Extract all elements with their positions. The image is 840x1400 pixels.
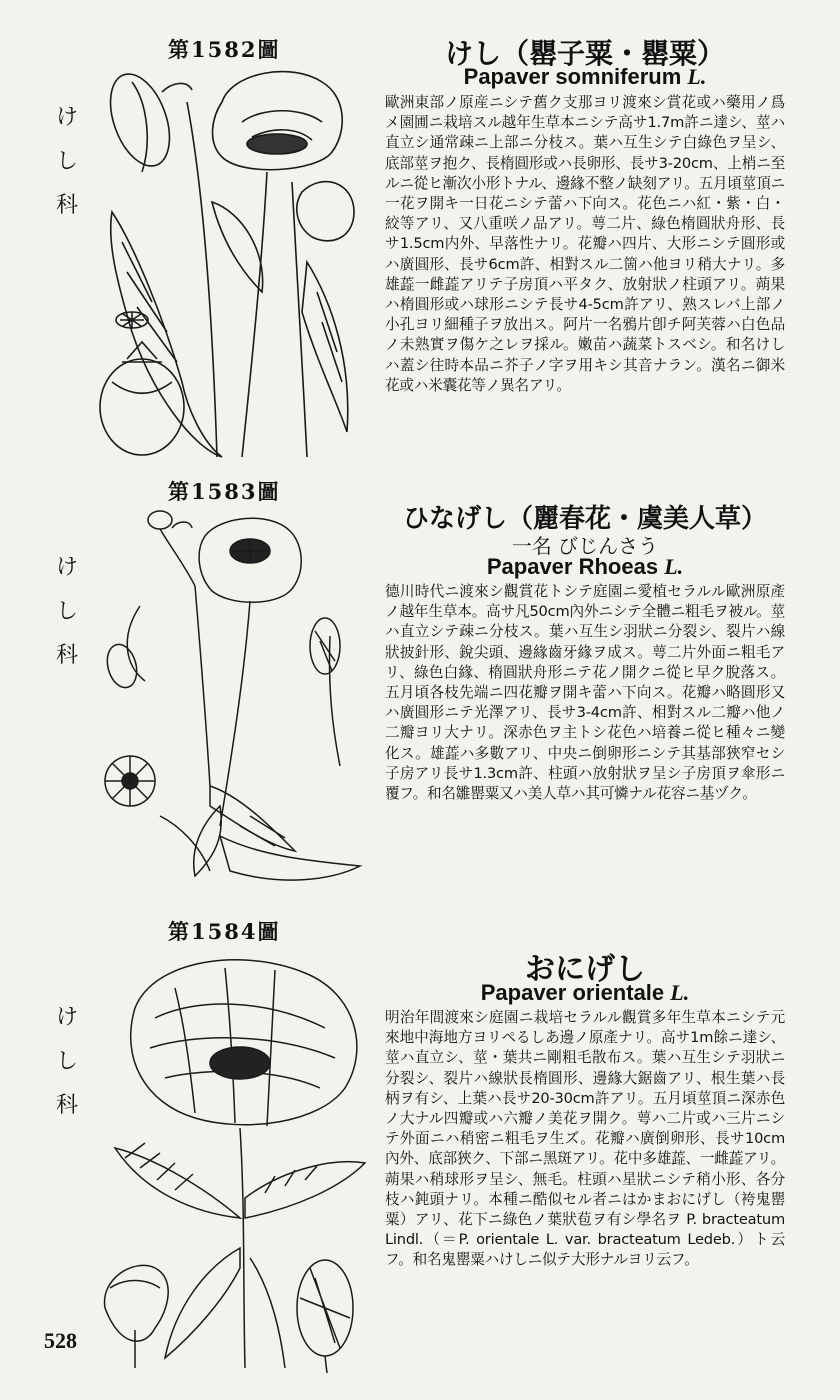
entry-papaver-orientale	[0, 910, 840, 1390]
family-char: し	[55, 599, 78, 624]
scientific-name-authority: L.	[670, 980, 690, 1005]
entry-description: 德川時代ニ渡來シ觀賞花トシテ庭園ニ愛植セラルル歐洲原產ノ越年生草本。高サ凡50cm內外ニシテ全體ニ粗毛ヲ被ル。莖ハ直立シテ疎ニ分枝ス。葉ハ互生シ羽狀ニ分裂シ、裂片ハ線狀披針形、銳尖頭、邊緣齒牙緣ヲ成ス。萼二片外面ニ粗毛アリ、綠色白緣、楕圓狀舟形ニテ花ノ開クニ從ヒ早ク脫落ス。五月頃各枝先端ニ四花瓣ヲ開キ蕾ハ下向ス。花瓣ハ略圓形又ハ廣圓形ニテ光澤アリ、長サ3-4cm許、相對スル二瓣ハ他ノ二瓣ヨリ大ナリ。深赤色ヲ主トシ花色ハ培養ニ從ヒ種々ニ變化ス。雄蕋ハ多數アリ、中央ニ倒卵形ニシテ其基部狹窄セシ子房アリ長サ1.3cm許、柱頭ハ放射狀ヲ呈シ子房頂ヲ傘形ニ覆フ。和名雛罌粟又ハ美人草ハ其可憐ナル花容ニ基ヅク。	[385, 583, 785, 803]
family-label	[52, 996, 82, 1128]
entry-papaver-somniferum	[0, 0, 840, 470]
family-char: し	[55, 1049, 78, 1074]
scientific-name	[385, 64, 785, 90]
entry-description: 歐洲東部ノ原産ニシテ舊ク支那ヨリ渡來シ賞花或ハ藥用ノ爲メ園圃ニ栽培スル越年生草本ニシテ高サ1.7m許ニ達シ、莖ハ直立シ通常疎ニ上部ニ分枝ス。葉ハ互生シテ白綠色ヲ呈シ、底部莖ヲ抱ク、長楕圓形或ハ長卵形、長サ3-20cm、上梢ニ至ルニ從ヒ漸次小形トナル、邊緣不整ノ缺刻アリ。五月頃莖頂ニ一花ヲ開キ一日花ニシテ蕾ハ下向ス。花色ニハ紅・紫・白・絞等アリ、又八重咲ノ品アリ。萼二片、綠色楕圓狀舟形、長サ1.5cm内外、早落性ナリ。花瓣ハ四片、大形ニシテ圓形或ハ廣圓形、長サ6cm許、相對スル二箇ハ他ヨリ稍大ナリ。多雄蕋一雌蕋アリテ子房頂ハ平タク、放射狀ノ柱頭アリ。蒴果ハ楕圓形或ハ球形ニシテ長サ4-5cm許アリ、熟スレバ上部ノ小孔ヨリ細種子ヲ放出ス。阿片一名鴉片卽チ阿芙蓉ハ白色品ノ未熟實ヲ傷ケ之レヲ採ル。嫩苗ハ蔬菜トスベシ。和名けしハ蓋シ往時本品ニ芥子ノ字ヲ用キシ其音ナラン。漢名ニ御米花或ハ米囊花等ノ異名アリ。	[385, 94, 785, 394]
illustration-opium-poppy	[92, 62, 362, 462]
entry-title: ひなげし（麗春花・虞美人草）	[402, 504, 767, 534]
entry-description: 明治年間渡來シ庭園ニ栽培セラルル觀賞多年生草本ニシテ元來地中海地方ヨリペるしあ邊ノ原產ナリ。高サ1m餘ニ達シ、莖ハ直立シ、莖・葉共ニ剛粗毛散布ス。葉ハ互生シテ羽狀ニ分裂シ、裂片ハ線狀長楕圓形、邊緣大鋸齒アリ、根生葉ハ長柄ヲ有シ、上葉ハ長サ20-30cm許アリ。五月頃莖頂ニ深赤色ノ大ナル四瓣或ハ六瓣ノ美花ヲ開ク。萼ハ二片或ハ三片ニシテ外面ニハ稍密ニ粗毛ヲ生ズ。花瓣ハ廣倒卵形、長サ10cm內外、底部狹ク、下部ニ黑斑アリ。花中多雄蕋、一雌蕋アリ。蒴果ハ稍球形ヲ呈シ、無毛。柱頭ハ星狀ニシテ稍小形、各分枝ハ鈍頭ナリ。本種ニ酷似セル者ニはかまおにげし（袴鬼罌粟）アリ、花下ニ綠色ノ葉狀苞ヲ有シ學名ヲ P. bracteatum Lindl.（＝P. orientale L. var. bracteatum Ledeb.）ト云フ。和名鬼罌粟ハけしニ似テ大形ナルヨリ云フ。	[385, 1009, 785, 1269]
entry-title: けし（罌子粟・罌粟）	[444, 37, 725, 70]
figure-label: 第1583圖	[168, 479, 281, 504]
family-char: し	[55, 149, 78, 174]
scientific-name-binomial: Papaver somniferum	[463, 64, 682, 89]
family-char: け	[55, 105, 78, 130]
page-number: 528	[44, 1328, 77, 1353]
entry-title: おにげし	[525, 952, 645, 987]
family-label	[52, 96, 82, 228]
scientific-name	[385, 980, 785, 1006]
figure-label: 第1582圖	[168, 37, 281, 62]
family-label	[52, 546, 82, 678]
scientific-name-binomial: Papaver orientale	[480, 980, 665, 1005]
illustration-corn-poppy	[100, 506, 370, 901]
family-char: け	[55, 555, 78, 580]
family-char: 科	[55, 643, 78, 668]
entry-papaver-rhoeas	[0, 470, 840, 910]
family-char: 科	[55, 193, 78, 218]
figure-label: 第1584圖	[168, 919, 281, 944]
scientific-name-authority: L.	[664, 554, 684, 579]
scientific-name-authority: L.	[687, 64, 707, 89]
entry-alias: 一名 びじんさう	[511, 534, 659, 558]
illustration-oriental-poppy	[95, 948, 375, 1373]
family-char: 科	[55, 1093, 78, 1118]
family-char: け	[55, 1005, 78, 1030]
scientific-name	[385, 554, 785, 580]
scientific-name-binomial: Papaver Rhoeas	[486, 554, 659, 579]
